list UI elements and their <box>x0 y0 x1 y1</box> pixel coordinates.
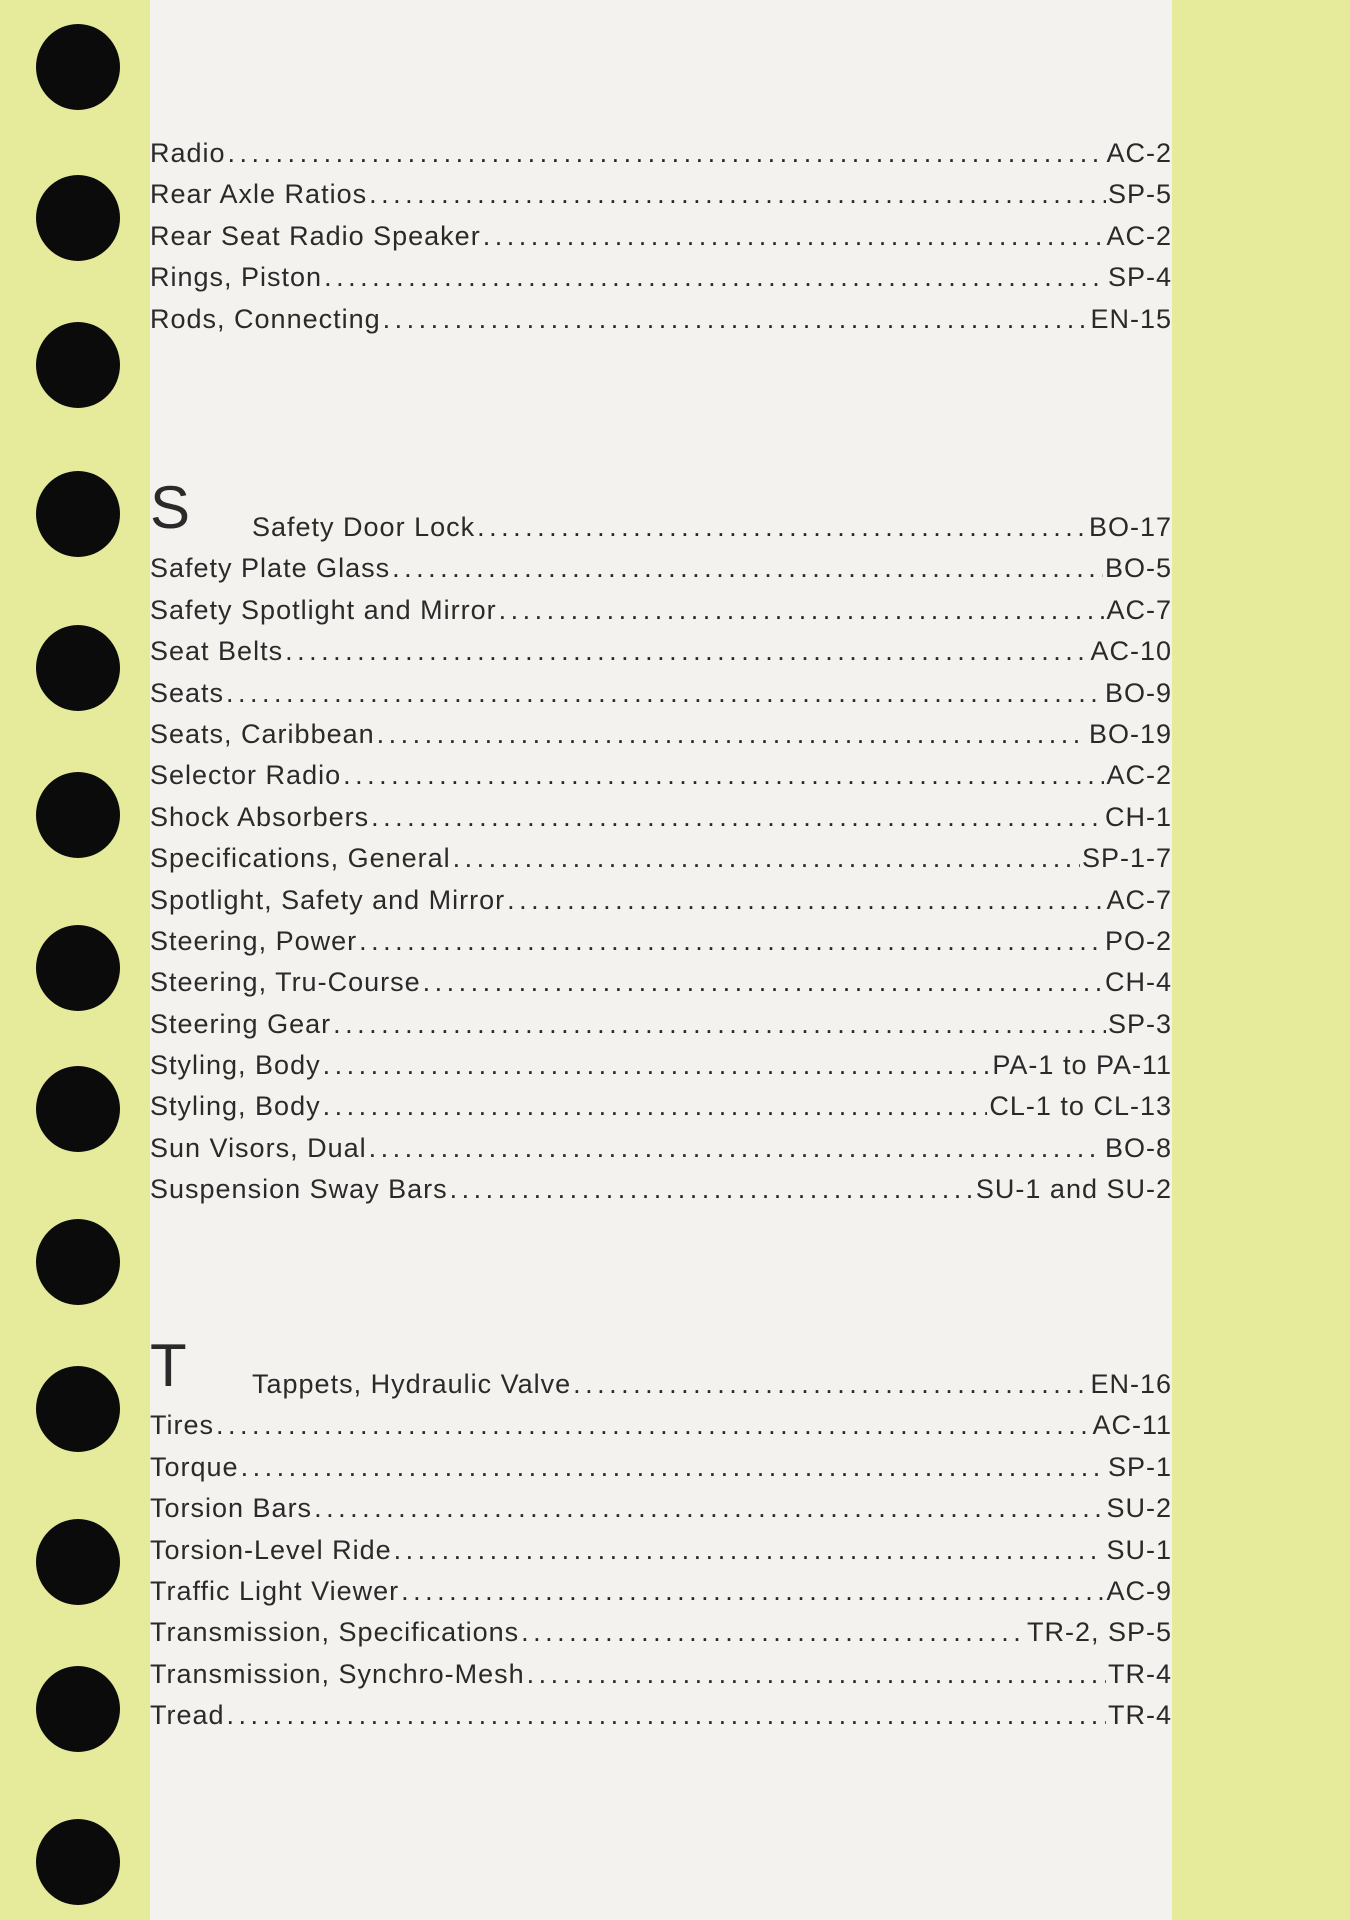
entry-page-ref: CH-4 <box>1104 967 1172 998</box>
entry-label: Tires <box>150 1410 214 1441</box>
binder-hole <box>36 1219 120 1305</box>
entry-label: Seats, Caribbean <box>150 718 375 749</box>
index-entry <box>150 221 1172 262</box>
entry-label: Seat Belts <box>150 636 284 667</box>
binder-hole <box>36 625 120 711</box>
entry-label: Safety Plate Glass <box>150 553 391 584</box>
entry-label: Steering, Tru-Course <box>150 967 421 998</box>
leader-dots <box>227 1700 1106 1731</box>
binder-hole <box>36 925 120 1011</box>
index-entry <box>150 1369 1172 1410</box>
leader-dots <box>241 1452 1106 1483</box>
entry-page-ref: TR-2, SP-5 <box>1026 1617 1172 1648</box>
binder-hole <box>36 1819 120 1905</box>
index-entry <box>150 1410 1172 1451</box>
leader-dots <box>359 926 1103 957</box>
index-entry <box>150 967 1172 1008</box>
entry-page-ref: SP-5 <box>1107 179 1172 210</box>
entry-label: Safety Door Lock <box>252 512 476 542</box>
entry-page-ref: BO-8 <box>1104 1132 1172 1163</box>
leader-dots <box>369 1133 1103 1164</box>
index-entry <box>150 1659 1172 1700</box>
leader-dots <box>216 1410 1090 1441</box>
entry-page-ref: TR-4 <box>1108 1700 1172 1731</box>
entry-label: Suspension Sway Bars <box>150 1174 448 1205</box>
entry-page-ref: SP-1 <box>1107 1451 1172 1482</box>
index-entry <box>150 512 1172 553</box>
entry-page-ref: SU-2 <box>1106 1493 1172 1524</box>
entry-label: Seats <box>150 677 225 708</box>
leader-dots <box>392 553 1103 584</box>
binder-hole <box>36 175 120 261</box>
entry-page-ref: PO-2 <box>1104 925 1172 956</box>
index-entry <box>150 595 1172 636</box>
binder-hole <box>36 1066 120 1152</box>
entry-page-ref: AC-7 <box>1106 884 1172 915</box>
entry-label: Transmission, Synchro-Mesh <box>150 1658 525 1689</box>
entry-page-ref: AC-2 <box>1106 220 1172 251</box>
entry-page-ref: SP-1-7 <box>1081 843 1172 874</box>
entry-label: Torsion Bars <box>150 1493 313 1524</box>
index-entry <box>150 1174 1172 1215</box>
binder-hole <box>36 24 120 110</box>
entry-page-ref: BO-5 <box>1104 553 1172 584</box>
index-entry <box>150 1009 1172 1050</box>
entry-label: Rear Axle Ratios <box>150 179 368 210</box>
leader-dots <box>371 802 1103 833</box>
entry-label: Tappets, Hydraulic Valve <box>252 1369 572 1399</box>
entry-page-ref: BO-19 <box>1088 718 1172 749</box>
section-s <box>150 512 1172 1216</box>
entry-label: Styling, Body <box>150 1050 321 1081</box>
entry-label: Selector Radio <box>150 760 342 791</box>
index-entry <box>150 179 1172 220</box>
index-entry <box>150 885 1172 926</box>
leader-dots <box>285 636 1088 667</box>
index-entry <box>150 1535 1172 1576</box>
entry-page-ref: PA-1 to PA-11 <box>992 1050 1172 1081</box>
index-entry <box>150 1576 1172 1617</box>
leader-dots <box>527 1659 1106 1690</box>
entry-page-ref: CL-1 to CL-13 <box>989 1091 1172 1122</box>
index-entry <box>150 1700 1172 1741</box>
leader-dots <box>521 1617 1025 1648</box>
entry-label: Torque <box>150 1451 239 1482</box>
entry-label: Radio <box>150 138 226 168</box>
index-entry <box>150 760 1172 801</box>
index-entry <box>150 1133 1172 1174</box>
entry-label: Torsion-Level Ride <box>150 1534 392 1565</box>
binder-hole <box>36 1519 120 1605</box>
entry-page-ref: EN-16 <box>1090 1369 1172 1399</box>
section-letter-s: S <box>150 474 191 541</box>
leader-dots <box>483 221 1105 252</box>
entry-page-ref: SU-1 <box>1106 1534 1172 1565</box>
leader-dots <box>369 179 1106 210</box>
entry-page-ref: AC-9 <box>1106 1575 1172 1606</box>
entry-label: Steering, Power <box>150 925 358 956</box>
index-entry <box>150 926 1172 967</box>
entry-label: Specifications, General <box>150 843 451 874</box>
leader-dots <box>343 760 1104 791</box>
entry-label: Safety Spotlight and Mirror <box>150 594 497 625</box>
index-entry <box>150 678 1172 719</box>
index-entry <box>150 1091 1172 1132</box>
index-entry <box>150 843 1172 884</box>
leader-dots <box>324 262 1106 293</box>
leader-dots <box>383 304 1089 335</box>
binder-hole <box>36 1366 120 1452</box>
entry-page-ref: SP-3 <box>1107 1008 1172 1039</box>
entry-label: Rods, Connecting <box>150 303 381 334</box>
index-entry <box>150 553 1172 594</box>
entry-page-ref: BO-17 <box>1088 512 1172 542</box>
leader-dots <box>333 1009 1106 1040</box>
section-t <box>150 1369 1172 1742</box>
binder-hole <box>36 1666 120 1752</box>
leader-dots <box>450 1174 974 1205</box>
leader-dots <box>453 843 1080 874</box>
leader-dots <box>314 1493 1104 1524</box>
entry-label: Traffic Light Viewer <box>150 1575 400 1606</box>
entry-label: Rear Seat Radio Speaker <box>150 220 481 251</box>
leader-dots <box>477 512 1087 543</box>
index-entry <box>150 138 1172 179</box>
entry-page-ref: AC-7 <box>1106 594 1172 625</box>
entry-page-ref: EN-15 <box>1090 303 1172 334</box>
leader-dots <box>323 1050 991 1081</box>
leader-dots <box>228 138 1105 169</box>
index-entry <box>150 802 1172 843</box>
index-entry <box>150 262 1172 303</box>
leader-dots <box>499 595 1105 626</box>
entry-label: Steering Gear <box>150 1008 332 1039</box>
entry-label: Sun Visors, Dual <box>150 1132 367 1163</box>
binder-hole <box>36 322 120 408</box>
entry-page-ref: AC-11 <box>1092 1410 1172 1441</box>
index-entry <box>150 1050 1172 1091</box>
index-entry <box>150 1452 1172 1493</box>
entry-page-ref: AC-10 <box>1090 636 1172 667</box>
binder-hole <box>36 772 120 858</box>
entry-page-ref: CH-1 <box>1104 801 1172 832</box>
index-entry <box>150 1617 1172 1658</box>
binder-hole <box>36 471 120 557</box>
entry-page-ref: TR-4 <box>1108 1658 1172 1689</box>
entry-page-ref: BO-9 <box>1104 677 1172 708</box>
entry-label: Spotlight, Safety and Mirror <box>150 884 506 915</box>
leader-dots <box>423 967 1103 998</box>
index-entry <box>150 719 1172 760</box>
index-entry <box>150 304 1172 345</box>
section-letter-t: T <box>150 1332 187 1399</box>
index-entry <box>150 636 1172 677</box>
entry-label: Styling, Body <box>150 1091 321 1122</box>
leader-dots <box>507 885 1104 916</box>
entry-page-ref: SU-1 and SU-2 <box>975 1174 1172 1205</box>
entry-page-ref: AC-2 <box>1106 760 1172 791</box>
section-r <box>150 138 1172 345</box>
entry-label: Rings, Piston <box>150 262 323 293</box>
leader-dots <box>323 1091 988 1122</box>
leader-dots <box>401 1576 1104 1607</box>
leader-dots <box>573 1369 1088 1400</box>
entry-page-ref: SP-4 <box>1107 262 1172 293</box>
leader-dots <box>394 1535 1105 1566</box>
entry-label: Tread <box>150 1700 225 1731</box>
entry-page-ref: AC-2 <box>1106 138 1172 168</box>
index-entry <box>150 1493 1172 1534</box>
leader-dots <box>226 678 1103 709</box>
entry-label: Shock Absorbers <box>150 801 370 832</box>
leader-dots <box>377 719 1087 750</box>
entry-label: Transmission, Specifications <box>150 1617 520 1648</box>
